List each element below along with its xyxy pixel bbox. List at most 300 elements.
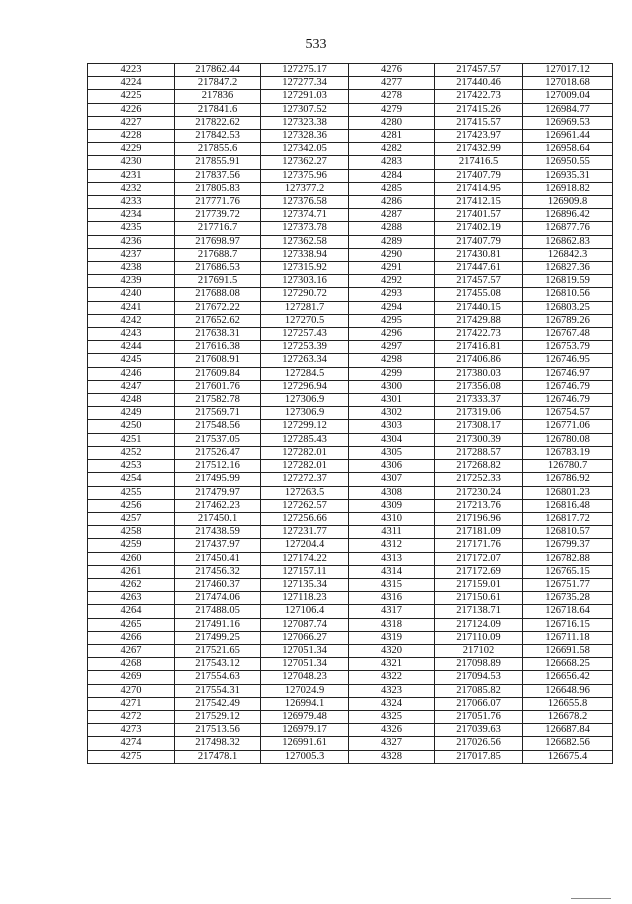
point-number-cell: 4288 [349, 222, 435, 235]
point-number-cell: 4301 [349, 394, 435, 407]
x-coordinate-cell: 217822.62 [175, 116, 261, 129]
y-coordinate-cell: 126799.37 [523, 539, 613, 552]
point-number-cell: 4274 [88, 737, 175, 750]
point-number-cell: 4293 [349, 288, 435, 301]
table-row [88, 486, 613, 499]
y-coordinate-cell: 127275.17 [261, 64, 349, 77]
point-number-cell: 4224 [88, 77, 175, 90]
x-coordinate-cell: 217542.49 [175, 697, 261, 710]
y-coordinate-cell: 127338.94 [261, 248, 349, 261]
y-coordinate-cell: 127005.3 [261, 750, 349, 763]
x-coordinate-cell: 217319.06 [435, 407, 523, 420]
point-number-cell: 4260 [88, 552, 175, 565]
x-coordinate-cell: 217181.09 [435, 526, 523, 539]
y-coordinate-cell: 126754.57 [523, 407, 613, 420]
table-row [88, 750, 613, 763]
x-coordinate-cell: 217608.91 [175, 354, 261, 367]
x-coordinate-cell: 217847.2 [175, 77, 261, 90]
table-row [88, 684, 613, 697]
y-coordinate-cell: 126718.64 [523, 605, 613, 618]
y-coordinate-cell: 126961.44 [523, 130, 613, 143]
point-number-cell: 4282 [349, 143, 435, 156]
x-coordinate-cell: 217488.05 [175, 605, 261, 618]
x-coordinate-cell: 217716.7 [175, 222, 261, 235]
point-number-cell: 4262 [88, 578, 175, 591]
table-row [88, 552, 613, 565]
table-row [88, 737, 613, 750]
x-coordinate-cell: 217268.82 [435, 460, 523, 473]
point-number-cell: 4257 [88, 512, 175, 525]
x-coordinate-cell: 217085.82 [435, 684, 523, 697]
table-row [88, 446, 613, 459]
point-number-cell: 4280 [349, 116, 435, 129]
point-number-cell: 4327 [349, 737, 435, 750]
x-coordinate-cell: 217842.53 [175, 130, 261, 143]
point-number-cell: 4296 [349, 328, 435, 341]
y-coordinate-cell: 127135.34 [261, 578, 349, 591]
x-coordinate-cell: 217440.46 [435, 77, 523, 90]
table-row [88, 592, 613, 605]
point-number-cell: 4315 [349, 578, 435, 591]
y-coordinate-cell: 127342.05 [261, 143, 349, 156]
table-row [88, 460, 613, 473]
point-number-cell: 4273 [88, 724, 175, 737]
table-row [88, 710, 613, 723]
y-coordinate-cell: 127291.03 [261, 90, 349, 103]
point-number-cell: 4286 [349, 196, 435, 209]
y-coordinate-cell: 126771.06 [523, 420, 613, 433]
y-coordinate-cell: 126810.57 [523, 526, 613, 539]
table-row [88, 77, 613, 90]
x-coordinate-cell: 217407.79 [435, 235, 523, 248]
x-coordinate-cell: 217422.73 [435, 90, 523, 103]
x-coordinate-cell: 217288.57 [435, 446, 523, 459]
table-row [88, 90, 613, 103]
y-coordinate-cell: 126979.17 [261, 724, 349, 737]
x-coordinate-cell: 217415.57 [435, 116, 523, 129]
y-coordinate-cell: 127066.27 [261, 631, 349, 644]
y-coordinate-cell: 126958.64 [523, 143, 613, 156]
y-coordinate-cell: 126782.88 [523, 552, 613, 565]
y-coordinate-cell: 126751.77 [523, 578, 613, 591]
y-coordinate-cell: 127373.78 [261, 222, 349, 235]
y-coordinate-cell: 126655.8 [523, 697, 613, 710]
y-coordinate-cell: 127296.94 [261, 380, 349, 393]
y-coordinate-cell: 127315.92 [261, 262, 349, 275]
y-coordinate-cell: 127262.57 [261, 499, 349, 512]
y-coordinate-cell: 126979.48 [261, 710, 349, 723]
coordinates-table-body [88, 64, 613, 764]
point-number-cell: 4243 [88, 328, 175, 341]
point-number-cell: 4308 [349, 486, 435, 499]
table-row [88, 526, 613, 539]
x-coordinate-cell: 217415.26 [435, 103, 523, 116]
y-coordinate-cell: 126991.61 [261, 737, 349, 750]
y-coordinate-cell: 126746.95 [523, 354, 613, 367]
x-coordinate-cell: 217855.91 [175, 156, 261, 169]
y-coordinate-cell: 127277.34 [261, 77, 349, 90]
y-coordinate-cell: 127174.22 [261, 552, 349, 565]
y-coordinate-cell: 127257.43 [261, 328, 349, 341]
y-coordinate-cell: 127282.01 [261, 446, 349, 459]
point-number-cell: 4251 [88, 433, 175, 446]
point-number-cell: 4291 [349, 262, 435, 275]
x-coordinate-cell: 217491.16 [175, 618, 261, 631]
x-coordinate-cell: 217150.61 [435, 592, 523, 605]
table-row [88, 420, 613, 433]
x-coordinate-cell: 217739.72 [175, 209, 261, 222]
x-coordinate-cell: 217094.53 [435, 671, 523, 684]
x-coordinate-cell: 217862.44 [175, 64, 261, 77]
point-number-cell: 4259 [88, 539, 175, 552]
y-coordinate-cell: 126691.58 [523, 644, 613, 657]
point-number-cell: 4226 [88, 103, 175, 116]
y-coordinate-cell: 126780.7 [523, 460, 613, 473]
point-number-cell: 4279 [349, 103, 435, 116]
x-coordinate-cell: 217841.6 [175, 103, 261, 116]
y-coordinate-cell: 126678.2 [523, 710, 613, 723]
point-number-cell: 4249 [88, 407, 175, 420]
table-row [88, 407, 613, 420]
table-row [88, 222, 613, 235]
x-coordinate-cell: 217554.31 [175, 684, 261, 697]
y-coordinate-cell: 127299.12 [261, 420, 349, 433]
y-coordinate-cell: 126994.1 [261, 697, 349, 710]
y-coordinate-cell: 127018.68 [523, 77, 613, 90]
table-row [88, 328, 613, 341]
x-coordinate-cell: 217456.32 [175, 565, 261, 578]
point-number-cell: 4302 [349, 407, 435, 420]
point-number-cell: 4232 [88, 182, 175, 195]
point-number-cell: 4264 [88, 605, 175, 618]
x-coordinate-cell: 217474.06 [175, 592, 261, 605]
table-row [88, 182, 613, 195]
x-coordinate-cell: 217529.12 [175, 710, 261, 723]
y-coordinate-cell: 126789.26 [523, 314, 613, 327]
point-number-cell: 4258 [88, 526, 175, 539]
x-coordinate-cell: 217569.71 [175, 407, 261, 420]
y-coordinate-cell: 127087.74 [261, 618, 349, 631]
point-number-cell: 4311 [349, 526, 435, 539]
y-coordinate-cell: 127051.34 [261, 644, 349, 657]
y-coordinate-cell: 126803.25 [523, 301, 613, 314]
y-coordinate-cell: 127306.9 [261, 407, 349, 420]
x-coordinate-cell: 217479.97 [175, 486, 261, 499]
point-number-cell: 4295 [349, 314, 435, 327]
y-coordinate-cell: 127303.16 [261, 275, 349, 288]
point-number-cell: 4298 [349, 354, 435, 367]
point-number-cell: 4246 [88, 367, 175, 380]
y-coordinate-cell: 127328.36 [261, 130, 349, 143]
x-coordinate-cell: 217616.38 [175, 341, 261, 354]
x-coordinate-cell: 217300.39 [435, 433, 523, 446]
y-coordinate-cell: 126656.42 [523, 671, 613, 684]
x-coordinate-cell: 217450.41 [175, 552, 261, 565]
table-row [88, 248, 613, 261]
point-number-cell: 4299 [349, 367, 435, 380]
y-coordinate-cell: 126711.18 [523, 631, 613, 644]
table-row [88, 156, 613, 169]
x-coordinate-cell: 217499.25 [175, 631, 261, 644]
table-row [88, 341, 613, 354]
table-row [88, 605, 613, 618]
point-number-cell: 4254 [88, 473, 175, 486]
point-number-cell: 4313 [349, 552, 435, 565]
y-coordinate-cell: 127270.5 [261, 314, 349, 327]
x-coordinate-cell: 217836 [175, 90, 261, 103]
table-row [88, 64, 613, 77]
y-coordinate-cell: 126783.19 [523, 446, 613, 459]
point-number-cell: 4276 [349, 64, 435, 77]
x-coordinate-cell: 217457.57 [435, 275, 523, 288]
y-coordinate-cell: 126767.48 [523, 328, 613, 341]
y-coordinate-cell: 127375.96 [261, 169, 349, 182]
y-coordinate-cell: 126969.53 [523, 116, 613, 129]
y-coordinate-cell: 126935.31 [523, 169, 613, 182]
table-row [88, 143, 613, 156]
table-row [88, 658, 613, 671]
x-coordinate-cell: 217495.99 [175, 473, 261, 486]
x-coordinate-cell: 217430.81 [435, 248, 523, 261]
point-number-cell: 4324 [349, 697, 435, 710]
y-coordinate-cell: 126753.79 [523, 341, 613, 354]
table-row [88, 724, 613, 737]
y-coordinate-cell: 127377.2 [261, 182, 349, 195]
y-coordinate-cell: 126746.97 [523, 367, 613, 380]
y-coordinate-cell: 126950.55 [523, 156, 613, 169]
x-coordinate-cell: 217230.24 [435, 486, 523, 499]
point-number-cell: 4244 [88, 341, 175, 354]
point-number-cell: 4248 [88, 394, 175, 407]
point-number-cell: 4242 [88, 314, 175, 327]
y-coordinate-cell: 127118.23 [261, 592, 349, 605]
y-coordinate-cell: 126716.15 [523, 618, 613, 631]
point-number-cell: 4250 [88, 420, 175, 433]
x-coordinate-cell: 217407.79 [435, 169, 523, 182]
point-number-cell: 4265 [88, 618, 175, 631]
y-coordinate-cell: 127263.5 [261, 486, 349, 499]
y-coordinate-cell: 127290.72 [261, 288, 349, 301]
x-coordinate-cell: 217688.7 [175, 248, 261, 261]
y-coordinate-cell: 127157.11 [261, 565, 349, 578]
point-number-cell: 4320 [349, 644, 435, 657]
point-number-cell: 4278 [349, 90, 435, 103]
table-row [88, 130, 613, 143]
point-number-cell: 4283 [349, 156, 435, 169]
x-coordinate-cell: 217159.01 [435, 578, 523, 591]
point-number-cell: 4314 [349, 565, 435, 578]
table-row [88, 235, 613, 248]
x-coordinate-cell: 217837.56 [175, 169, 261, 182]
point-number-cell: 4225 [88, 90, 175, 103]
point-number-cell: 4287 [349, 209, 435, 222]
x-coordinate-cell: 217440.15 [435, 301, 523, 314]
table-row [88, 394, 613, 407]
y-coordinate-cell: 127307.52 [261, 103, 349, 116]
y-coordinate-cell: 126918.82 [523, 182, 613, 195]
y-coordinate-cell: 127306.9 [261, 394, 349, 407]
x-coordinate-cell: 217039.63 [435, 724, 523, 737]
x-coordinate-cell: 217066.07 [435, 697, 523, 710]
y-coordinate-cell: 127323.38 [261, 116, 349, 129]
x-coordinate-cell: 217698.97 [175, 235, 261, 248]
y-coordinate-cell: 126896.42 [523, 209, 613, 222]
x-coordinate-cell: 217609.84 [175, 367, 261, 380]
point-number-cell: 4322 [349, 671, 435, 684]
point-number-cell: 4245 [88, 354, 175, 367]
x-coordinate-cell: 217548.56 [175, 420, 261, 433]
point-number-cell: 4281 [349, 130, 435, 143]
point-number-cell: 4229 [88, 143, 175, 156]
point-number-cell: 4235 [88, 222, 175, 235]
point-number-cell: 4326 [349, 724, 435, 737]
point-number-cell: 4240 [88, 288, 175, 301]
y-coordinate-cell: 126827.36 [523, 262, 613, 275]
table-row [88, 565, 613, 578]
x-coordinate-cell: 217416.81 [435, 341, 523, 354]
x-coordinate-cell: 217512.16 [175, 460, 261, 473]
x-coordinate-cell: 217414.95 [435, 182, 523, 195]
point-number-cell: 4253 [88, 460, 175, 473]
y-coordinate-cell: 127282.01 [261, 460, 349, 473]
table-row [88, 473, 613, 486]
point-number-cell: 4325 [349, 710, 435, 723]
point-number-cell: 4236 [88, 235, 175, 248]
table-row [88, 578, 613, 591]
y-coordinate-cell: 127376.58 [261, 196, 349, 209]
point-number-cell: 4323 [349, 684, 435, 697]
x-coordinate-cell: 217537.05 [175, 433, 261, 446]
y-coordinate-cell: 127285.43 [261, 433, 349, 446]
y-coordinate-cell: 126746.79 [523, 380, 613, 393]
point-number-cell: 4227 [88, 116, 175, 129]
point-number-cell: 4304 [349, 433, 435, 446]
point-number-cell: 4269 [88, 671, 175, 684]
y-coordinate-cell: 127231.77 [261, 526, 349, 539]
point-number-cell: 4284 [349, 169, 435, 182]
x-coordinate-cell: 217213.76 [435, 499, 523, 512]
y-coordinate-cell: 126877.76 [523, 222, 613, 235]
x-coordinate-cell: 217124.09 [435, 618, 523, 631]
y-coordinate-cell: 127374.71 [261, 209, 349, 222]
x-coordinate-cell: 217771.76 [175, 196, 261, 209]
x-coordinate-cell: 217423.97 [435, 130, 523, 143]
x-coordinate-cell: 217401.57 [435, 209, 523, 222]
x-coordinate-cell: 217252.33 [435, 473, 523, 486]
footer-rule [571, 898, 611, 899]
x-coordinate-cell: 217543.12 [175, 658, 261, 671]
table-row [88, 288, 613, 301]
x-coordinate-cell: 217102 [435, 644, 523, 657]
table-row [88, 539, 613, 552]
y-coordinate-cell: 126687.84 [523, 724, 613, 737]
x-coordinate-cell: 217457.57 [435, 64, 523, 77]
point-number-cell: 4309 [349, 499, 435, 512]
point-number-cell: 4231 [88, 169, 175, 182]
point-number-cell: 4272 [88, 710, 175, 723]
x-coordinate-cell: 217805.83 [175, 182, 261, 195]
x-coordinate-cell: 217521.65 [175, 644, 261, 657]
table-row [88, 301, 613, 314]
point-number-cell: 4321 [349, 658, 435, 671]
point-number-cell: 4303 [349, 420, 435, 433]
x-coordinate-cell: 217686.53 [175, 262, 261, 275]
point-number-cell: 4292 [349, 275, 435, 288]
point-number-cell: 4263 [88, 592, 175, 605]
y-coordinate-cell: 126786.92 [523, 473, 613, 486]
x-coordinate-cell: 217422.73 [435, 328, 523, 341]
table-row [88, 380, 613, 393]
y-coordinate-cell: 127048.23 [261, 671, 349, 684]
table-row [88, 196, 613, 209]
y-coordinate-cell: 127009.04 [523, 90, 613, 103]
point-number-cell: 4316 [349, 592, 435, 605]
x-coordinate-cell: 217172.07 [435, 552, 523, 565]
x-coordinate-cell: 217356.08 [435, 380, 523, 393]
x-coordinate-cell: 217638.31 [175, 328, 261, 341]
point-number-cell: 4230 [88, 156, 175, 169]
x-coordinate-cell: 217498.32 [175, 737, 261, 750]
y-coordinate-cell: 126765.15 [523, 565, 613, 578]
point-number-cell: 4241 [88, 301, 175, 314]
point-number-cell: 4294 [349, 301, 435, 314]
point-number-cell: 4290 [349, 248, 435, 261]
x-coordinate-cell: 217460.37 [175, 578, 261, 591]
x-coordinate-cell: 217462.23 [175, 499, 261, 512]
point-number-cell: 4300 [349, 380, 435, 393]
table-row [88, 499, 613, 512]
table-row [88, 671, 613, 684]
y-coordinate-cell: 127263.34 [261, 354, 349, 367]
coordinates-table [87, 63, 613, 764]
point-number-cell: 4285 [349, 182, 435, 195]
y-coordinate-cell: 127204.4 [261, 539, 349, 552]
y-coordinate-cell: 126816.48 [523, 499, 613, 512]
y-coordinate-cell: 126984.77 [523, 103, 613, 116]
y-coordinate-cell: 126819.59 [523, 275, 613, 288]
point-number-cell: 4238 [88, 262, 175, 275]
y-coordinate-cell: 126746.79 [523, 394, 613, 407]
y-coordinate-cell: 127256.66 [261, 512, 349, 525]
point-number-cell: 4228 [88, 130, 175, 143]
x-coordinate-cell: 217437.97 [175, 539, 261, 552]
x-coordinate-cell: 217455.08 [435, 288, 523, 301]
table-row [88, 209, 613, 222]
y-coordinate-cell: 126668.25 [523, 658, 613, 671]
x-coordinate-cell: 217098.89 [435, 658, 523, 671]
point-number-cell: 4305 [349, 446, 435, 459]
point-number-cell: 4328 [349, 750, 435, 763]
y-coordinate-cell: 126862.83 [523, 235, 613, 248]
y-coordinate-cell: 126909.8 [523, 196, 613, 209]
point-number-cell: 4223 [88, 64, 175, 77]
table-row [88, 697, 613, 710]
table-row [88, 116, 613, 129]
x-coordinate-cell: 217172.69 [435, 565, 523, 578]
table-row [88, 433, 613, 446]
y-coordinate-cell: 126780.08 [523, 433, 613, 446]
table-row [88, 262, 613, 275]
table-row [88, 631, 613, 644]
x-coordinate-cell: 217406.86 [435, 354, 523, 367]
page-number: 533 [305, 37, 327, 52]
point-number-cell: 4307 [349, 473, 435, 486]
table-row [88, 618, 613, 631]
x-coordinate-cell: 217196.96 [435, 512, 523, 525]
y-coordinate-cell: 127281.7 [261, 301, 349, 314]
x-coordinate-cell: 217526.47 [175, 446, 261, 459]
point-number-cell: 4268 [88, 658, 175, 671]
